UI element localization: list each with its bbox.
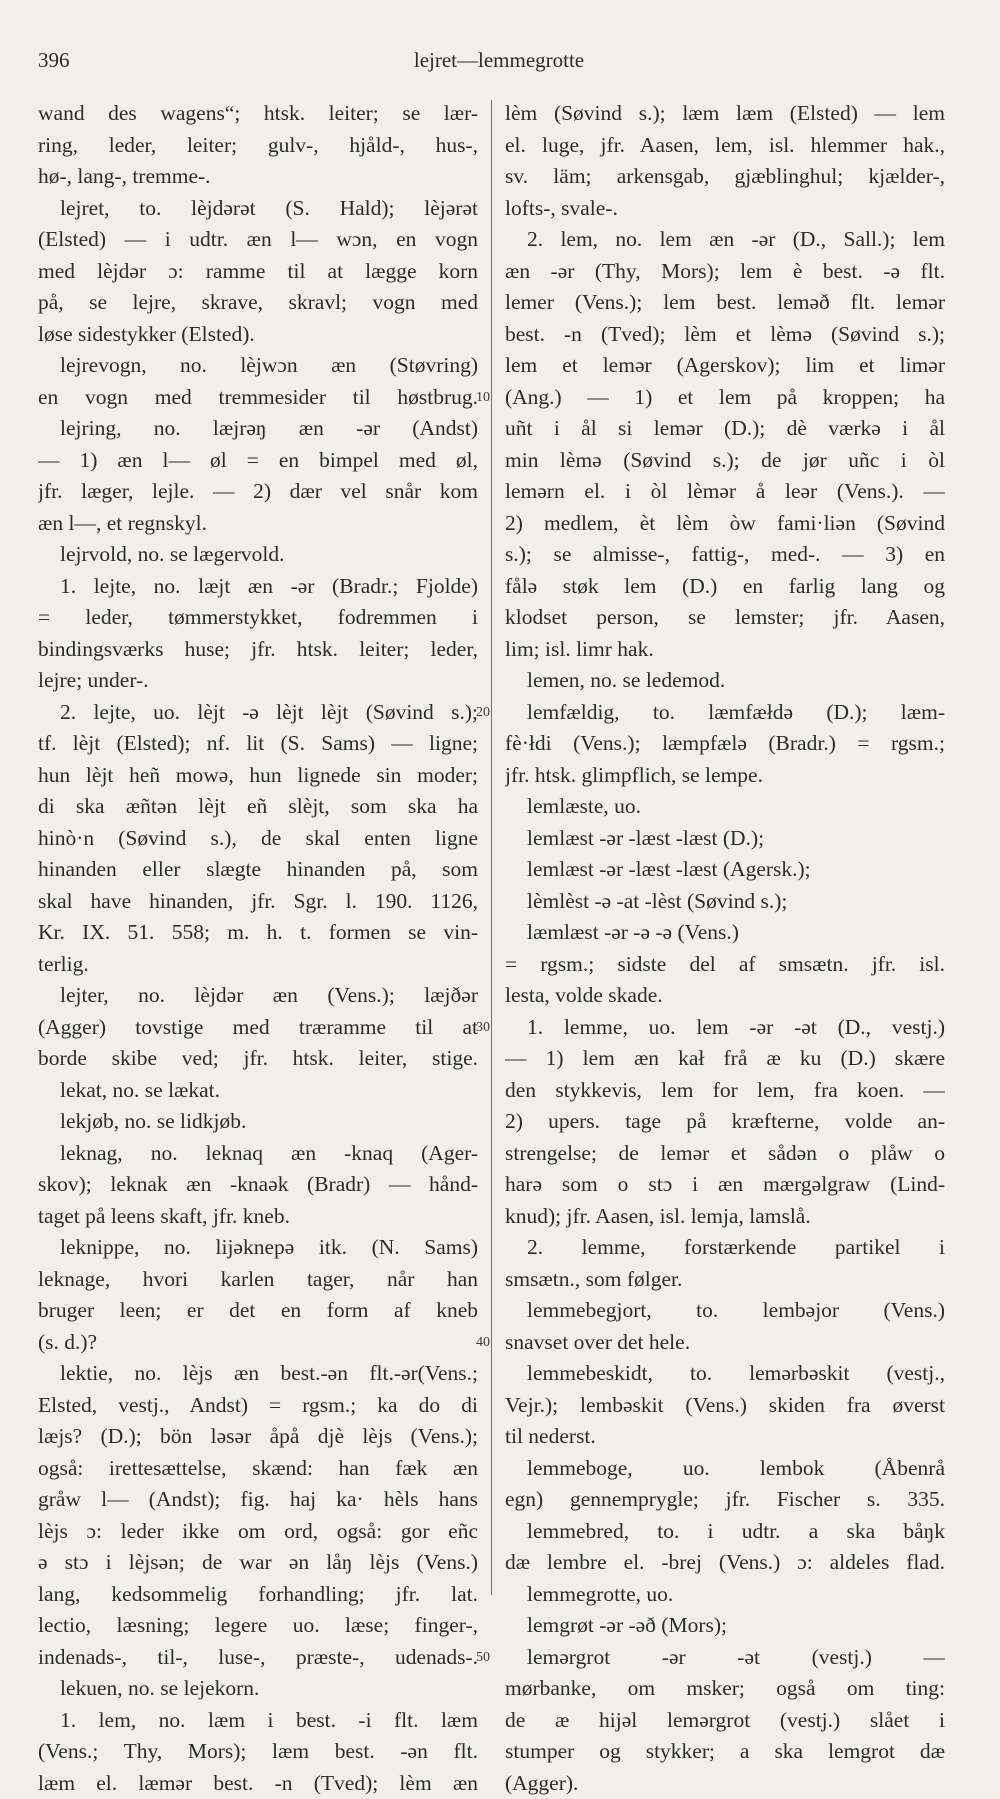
text-line: hun lèjt heñ mowə, hun lignede sin moder; bbox=[38, 760, 478, 792]
text-line: lemlæst -ər -læst -læst (D.); bbox=[505, 823, 945, 855]
text-line: lim; isl. limr hak. bbox=[505, 634, 945, 666]
text-line: lemfældig, to. læmfæłdə (D.); læm- bbox=[505, 697, 945, 729]
text-line: hinò·n (Søvind s.), de skal enten ligne bbox=[38, 823, 478, 855]
line-number: 20 bbox=[476, 705, 490, 721]
text-line: lèjs ɔ: leder ikke om ord, også: gor eñc bbox=[38, 1516, 478, 1548]
text-line: lemen, no. se ledemod. bbox=[505, 665, 945, 697]
text-line: lemərgrot -ər -ət (vestj.) — bbox=[505, 1642, 945, 1674]
text-line: lofts-, svale-. bbox=[505, 193, 945, 225]
text-line: lekjøb, no. se lidkjøb. bbox=[38, 1106, 478, 1138]
text-line: æn -ər (Thy, Mors); lem è best. -ə flt. bbox=[505, 256, 945, 288]
text-line: (Elsted) — i udtr. æn l— wɔn, en vogn bbox=[38, 224, 478, 256]
right-column bbox=[505, 98, 945, 1799]
text-line: en vogn med tremmesider til høstbrug. bbox=[38, 382, 478, 414]
text-line: hø-, lang-, tremme-. bbox=[38, 161, 478, 193]
text-line: 1. lejte, no. læjt æn -ər (Bradr.; Fjolde) bbox=[38, 571, 478, 603]
text-line: (Vens.; Thy, Mors); læm best. -ən flt. bbox=[38, 1736, 478, 1768]
text-line: lemmeboge, uo. lembok (Åbenrå bbox=[505, 1453, 945, 1485]
text-line: hinanden eller slægte hinanden på, som bbox=[38, 854, 478, 886]
text-line: lejret, to. lèjdərət (S. Hald); lèjərət bbox=[38, 193, 478, 225]
text-line: egn) gennemprygle; jfr. Fischer s. 335. bbox=[505, 1484, 945, 1516]
text-line: sv. läm; arkensgab, gjæblinghul; kjælder-, bbox=[505, 161, 945, 193]
text-line: 2. lemme, forstærkende partikel i bbox=[505, 1232, 945, 1264]
text-line: strengelse; de lemər et sådən o plåw o bbox=[505, 1138, 945, 1170]
text-line: lekuen, no. se lejekorn. bbox=[38, 1673, 478, 1705]
text-line: læjs? (D.); bön ləsər åpå djè lèjs (Vens.); bbox=[38, 1421, 478, 1453]
text-line: æn l—, et regnskyl. bbox=[38, 508, 478, 540]
text-line: terlig. bbox=[38, 949, 478, 981]
text-line: (Agger) tovstige med træramme til at bbox=[38, 1012, 478, 1044]
text-line: borde skibe ved; jfr. htsk. leiter, stige. bbox=[38, 1043, 478, 1075]
text-line: lektie, no. lèjs æn best.-ən flt.-ər(Vens.; bbox=[38, 1358, 478, 1390]
line-number: 40 bbox=[476, 1335, 490, 1351]
text-line: gråw l— (Andst); fig. haj ka· hèls hans bbox=[38, 1484, 478, 1516]
text-line: fålə støk lem (D.) en farlig lang og bbox=[505, 571, 945, 603]
text-line: knud); jfr. Aasen, isl. lemja, lamslå. bbox=[505, 1201, 945, 1233]
text-line: uñt i ål si lemər (D.); dè værkə i ål bbox=[505, 413, 945, 445]
text-line: 2. lejte, uo. lèjt -ə lèjt lèjt (Søvind s.); bbox=[38, 697, 478, 729]
text-line: indenads-, til-, luse-, præste-, udenads-. bbox=[38, 1642, 478, 1674]
text-line: mørbanke, om msker; også om ting: bbox=[505, 1673, 945, 1705]
text-line: harə som o stɔ i æn mærgəlgraw (Lind- bbox=[505, 1169, 945, 1201]
line-number: 10 bbox=[476, 390, 490, 406]
left-column bbox=[38, 98, 478, 1799]
text-line: de æ hijəl lemərgrot (vestj.) slået i bbox=[505, 1705, 945, 1737]
text-line: dæ lembre el. -brej (Vens.) ɔ: aldeles flad. bbox=[505, 1547, 945, 1579]
running-head: lejret—lemmegrotte bbox=[38, 48, 960, 73]
text-line: lemlæst -ər -læst -læst (Agersk.); bbox=[505, 854, 945, 886]
text-line: skov); leknak æn -knaək (Bradr) — hånd- bbox=[38, 1169, 478, 1201]
text-line: = leder, tømmerstykket, fodremmen i bbox=[38, 602, 478, 634]
text-line: ə stɔ i lèjsən; de war ən låŋ lèjs (Vens.) bbox=[38, 1547, 478, 1579]
text-line: skal have hinanden, jfr. Sgr. l. 190. 1126, bbox=[38, 886, 478, 918]
text-line: lekat, no. se lækat. bbox=[38, 1075, 478, 1107]
line-number: 30 bbox=[476, 1020, 490, 1036]
text-line: 2) medlem, èt lèm òw fami·liən (Søvind bbox=[505, 508, 945, 540]
text-line: 2. lem, no. lem æn -ər (D., Sall.); lem bbox=[505, 224, 945, 256]
text-line: lemgrøt -ər -əð (Mors); bbox=[505, 1610, 945, 1642]
text-line: bindingsværks huse; jfr. htsk. leiter; leder, bbox=[38, 634, 478, 666]
text-line: lemer (Vens.); lem best. leməð flt. lemər bbox=[505, 287, 945, 319]
text-line: lejring, no. læjrəŋ æn -ər (Andst) bbox=[38, 413, 478, 445]
text-line: fè·łdi (Vens.); læmpfælə (Bradr.) = rgsm.; bbox=[505, 728, 945, 760]
text-line: med lèjdər ɔ: ramme til at lægge korn bbox=[38, 256, 478, 288]
page-number: 396 bbox=[38, 48, 70, 73]
text-line: wand des wagens“; htsk. leiter; se lær- bbox=[38, 98, 478, 130]
line-number: 50 bbox=[476, 1650, 490, 1666]
text-line: lesta, volde skade. bbox=[505, 980, 945, 1012]
text-line: leknage, hvori karlen tager, når han bbox=[38, 1264, 478, 1296]
text-line: 2) upers. tage på kræfterne, volde an- bbox=[505, 1106, 945, 1138]
text-line: lejrvold, no. se lægervold. bbox=[38, 539, 478, 571]
text-line: stumper og stykker; a ska lemgrot dæ bbox=[505, 1736, 945, 1768]
text-line: bruger leen; er det en form af kneb bbox=[38, 1295, 478, 1327]
text-line: Elsted, vestj., Andst) = rgsm.; ka do di bbox=[38, 1390, 478, 1422]
text-line: klodset person, se lemster; jfr. Aasen, bbox=[505, 602, 945, 634]
text-line: el. luge, jfr. Aasen, lem, isl. hlemmer hak., bbox=[505, 130, 945, 162]
text-line: lectio, læsning; legere uo. læse; finger-, bbox=[38, 1610, 478, 1642]
text-line: lemmebeskidt, to. lemərbəskit (vestj., bbox=[505, 1358, 945, 1390]
text-line: 1. lemme, uo. lem -ər -ət (D., vestj.) bbox=[505, 1012, 945, 1044]
text-line: lemlæste, uo. bbox=[505, 791, 945, 823]
text-line: = rgsm.; sidste del af smsætn. jfr. isl. bbox=[505, 949, 945, 981]
text-line: også: irettesættelse, skænd: han fæk æn bbox=[38, 1453, 478, 1485]
text-line: læmlæst -ər -ə -ə (Vens.) bbox=[505, 917, 945, 949]
text-line: løse sidestykker (Elsted). bbox=[38, 319, 478, 351]
text-line: leknippe, no. lijəknepə itk. (N. Sams) bbox=[38, 1232, 478, 1264]
text-line: jfr. htsk. glimpflich, se lempe. bbox=[505, 760, 945, 792]
text-line: lemərn el. i òl lèmər å leər (Vens.). — bbox=[505, 476, 945, 508]
text-line: 1. lem, no. læm i best. -i flt. læm bbox=[38, 1705, 478, 1737]
text-line: (s. d.)? bbox=[38, 1327, 478, 1359]
text-line: læm el. læmər best. -n (Tved); lèm æn bbox=[38, 1768, 478, 1799]
text-line: lem et lemər (Agerskov); lim et limər bbox=[505, 350, 945, 382]
text-line: lang, kedsommelig forhandling; jfr. lat. bbox=[38, 1579, 478, 1611]
text-line: smsætn., som følger. bbox=[505, 1264, 945, 1296]
text-line: til nederst. bbox=[505, 1421, 945, 1453]
text-line: lèmlèst -ə -at -lèst (Søvind s.); bbox=[505, 886, 945, 918]
text-line: på, se lejre, skrave, skravl; vogn med bbox=[38, 287, 478, 319]
text-line: taget på leens skaft, jfr. kneb. bbox=[38, 1201, 478, 1233]
page-header bbox=[38, 48, 960, 76]
text-line: jfr. læger, lejle. — 2) dær vel snår kom bbox=[38, 476, 478, 508]
text-line: min lèmə (Søvind s.); de jør uñc i òl bbox=[505, 445, 945, 477]
text-line: best. -n (Tved); lèm et lèmə (Søvind s.); bbox=[505, 319, 945, 351]
text-line: leknag, no. leknaq æn -knaq (Ager- bbox=[38, 1138, 478, 1170]
text-line: den stykkevis, lem for lem, fra koen. — bbox=[505, 1075, 945, 1107]
text-line: tf. lèjt (Elsted); nf. lit (S. Sams) — ligne; bbox=[38, 728, 478, 760]
text-line: snavset over det hele. bbox=[505, 1327, 945, 1359]
text-line: s.); se almisse-, fattig-, med-. — 3) en bbox=[505, 539, 945, 571]
text-line: lemmebegjort, to. lembəjor (Vens.) bbox=[505, 1295, 945, 1327]
text-line: Kr. IX. 51. 558; m. h. t. formen se vin- bbox=[38, 917, 478, 949]
text-line: lemmebred, to. i udtr. a ska båŋk bbox=[505, 1516, 945, 1548]
text-line: di ska æñtən lèjt eñ slèjt, som ska ha bbox=[38, 791, 478, 823]
text-line: Vejr.); lembəskit (Vens.) skiden fra øverst bbox=[505, 1390, 945, 1422]
text-line: ring, leder, leiter; gulv-, hjåld-, hus-, bbox=[38, 130, 478, 162]
text-line: (Agger). bbox=[505, 1768, 945, 1799]
column-rule bbox=[491, 100, 492, 1595]
text-line: lejre; under-. bbox=[38, 665, 478, 697]
text-line: lejrevogn, no. lèjwɔn æn (Støvring) bbox=[38, 350, 478, 382]
text-line: — 1) lem æn kał frå æ ku (D.) skære bbox=[505, 1043, 945, 1075]
text-line: — 1) æn l— øl = en bimpel med øl, bbox=[38, 445, 478, 477]
text-line: lemmegrotte, uo. bbox=[505, 1579, 945, 1611]
text-line: (Ang.) — 1) et lem på kroppen; ha bbox=[505, 382, 945, 414]
text-line: lèm (Søvind s.); læm læm (Elsted) — lem bbox=[505, 98, 945, 130]
text-line: lejter, no. lèjdər æn (Vens.); læjðər bbox=[38, 980, 478, 1012]
